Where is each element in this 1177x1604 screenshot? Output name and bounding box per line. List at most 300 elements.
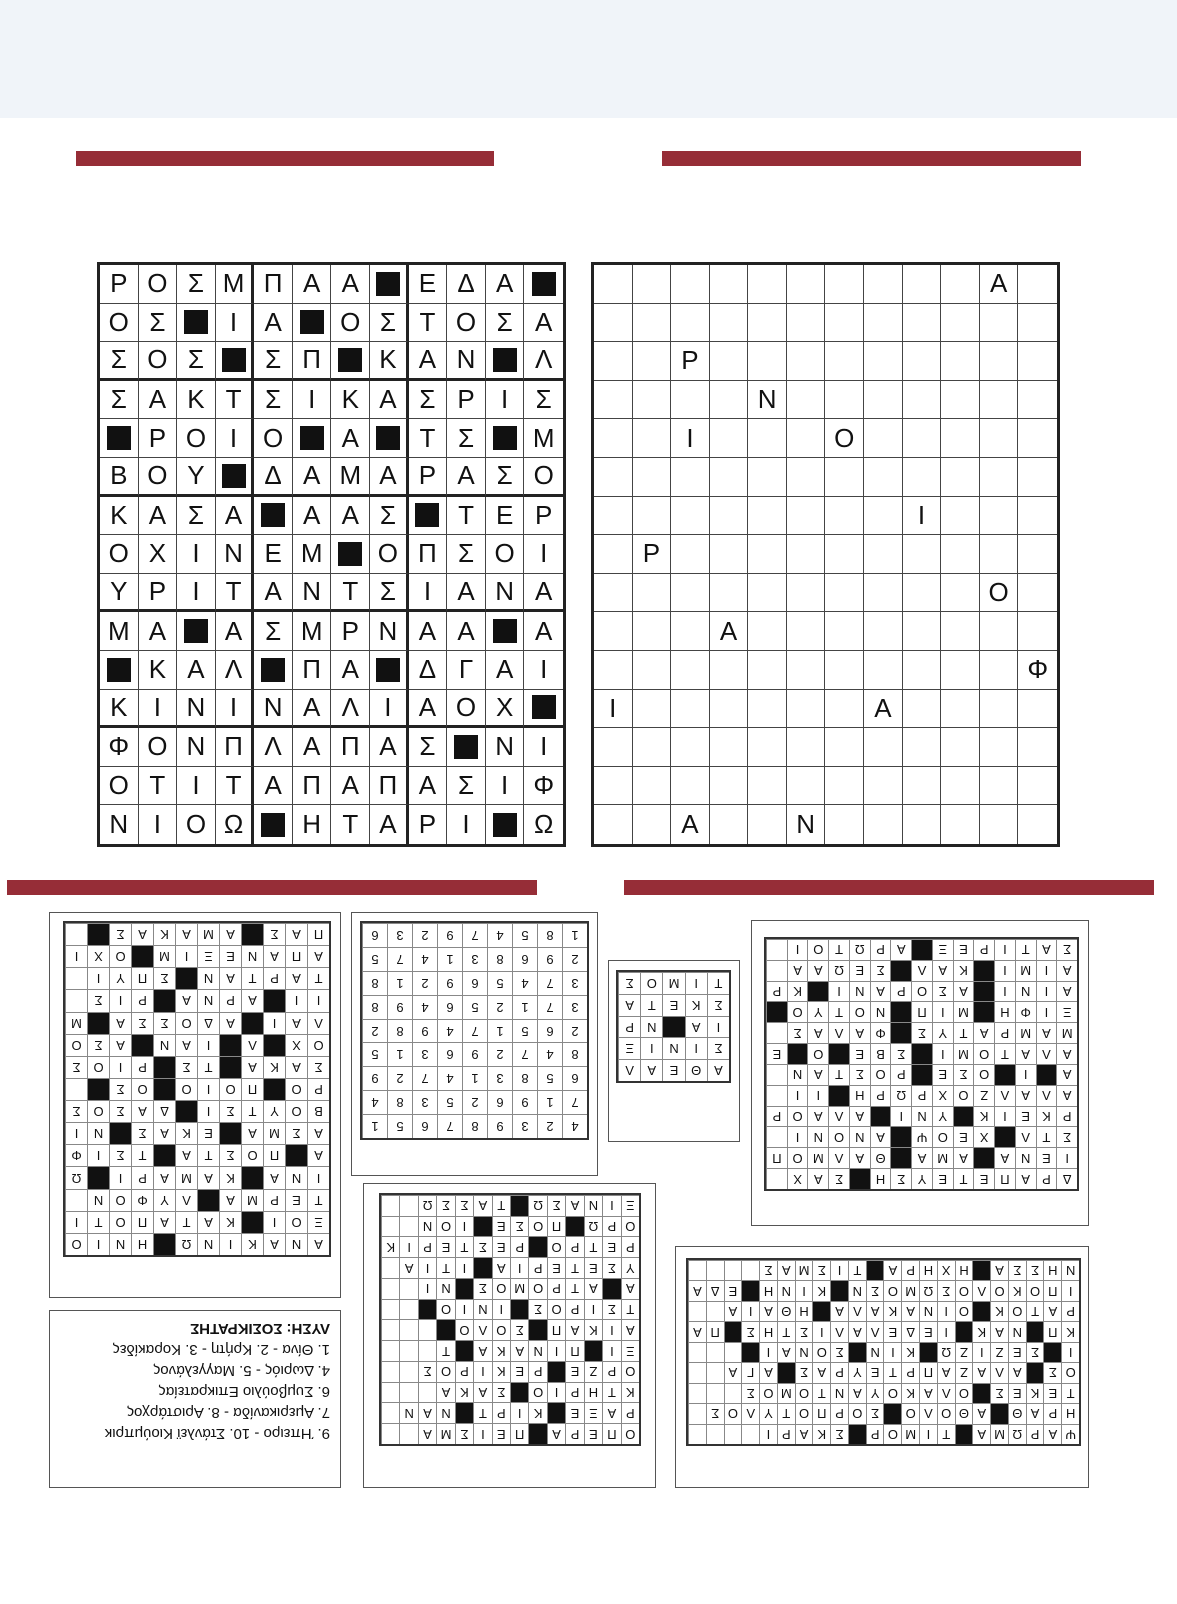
grid2-cell[interactable]: [633, 304, 672, 343]
grid2-cell[interactable]: [748, 612, 787, 651]
grid2-cell[interactable]: [825, 381, 864, 420]
grid2-cell[interactable]: [710, 805, 749, 844]
mini-b-cell: Ε: [932, 1168, 953, 1189]
sudoku-cell: 9: [462, 1042, 487, 1066]
grid2-cell[interactable]: [594, 265, 633, 304]
mini-c-cell: [455, 1340, 473, 1361]
grid2-cell[interactable]: [787, 767, 826, 806]
grid2-cell[interactable]: [825, 767, 864, 806]
grid2-cell[interactable]: [864, 497, 903, 536]
grid2-cell[interactable]: [633, 728, 672, 767]
grid2-cell[interactable]: [671, 381, 710, 420]
grid2-cell[interactable]: [825, 612, 864, 651]
grid1-cell: Ο: [254, 419, 293, 458]
grid2-cell[interactable]: Ρ: [633, 535, 672, 574]
grid2-cell[interactable]: [710, 651, 749, 690]
mini-a-cell: Ι: [263, 1012, 285, 1034]
grid2-cell[interactable]: [594, 419, 633, 458]
grid2-cell[interactable]: [1018, 419, 1057, 458]
grid2-cell[interactable]: [864, 381, 903, 420]
mini-d-cell: [1043, 1342, 1061, 1362]
mini-a-cell: Υ: [153, 1189, 175, 1211]
sudoku-cell: 1: [562, 923, 587, 947]
grid2-cell[interactable]: [941, 728, 980, 767]
grid2-cell[interactable]: [787, 458, 826, 497]
grid2-cell[interactable]: [1018, 767, 1057, 806]
grid2-cell[interactable]: [903, 805, 942, 844]
mini-a-cell: Σ: [87, 1034, 109, 1056]
grid2-cell[interactable]: [710, 381, 749, 420]
mini-c-cell: Ο: [492, 1320, 510, 1341]
mini-c-cell: [565, 1216, 583, 1237]
grid2-cell[interactable]: [594, 497, 633, 536]
mini-d-cell: Ι: [741, 1301, 759, 1321]
mini-a-cell: Α: [153, 1166, 175, 1188]
mini-b-cell: [1036, 1064, 1057, 1085]
mini-b-cell: Κ: [787, 981, 808, 1002]
grid2-cell[interactable]: [941, 535, 980, 574]
grid2-cell[interactable]: [671, 767, 710, 806]
grid1-cell: Α: [447, 458, 486, 497]
grid1-cell: Κ: [100, 690, 139, 729]
black-square: [184, 619, 208, 643]
mini-c-cell: [399, 1340, 417, 1361]
mini-d-cell: Α: [1008, 1362, 1026, 1382]
mini-c-cell: Ι: [547, 1382, 565, 1403]
grid2-cell[interactable]: [748, 458, 787, 497]
grid2-cell[interactable]: [825, 535, 864, 574]
mini-a-cell: Τ: [241, 1100, 263, 1122]
grid2-cell[interactable]: [825, 574, 864, 613]
grid2-cell[interactable]: [980, 304, 1019, 343]
grid2-cell[interactable]: [1018, 497, 1057, 536]
grid2-cell[interactable]: Ν: [787, 805, 826, 844]
grid2-cell[interactable]: [787, 304, 826, 343]
grid2-cell[interactable]: [864, 419, 903, 458]
grid2-cell[interactable]: [633, 342, 672, 381]
grid1-cell: [486, 612, 525, 651]
grid2-cell[interactable]: [633, 381, 672, 420]
grid2-cell[interactable]: [980, 805, 1019, 844]
grid2-cell[interactable]: [671, 690, 710, 729]
grid2-cell[interactable]: [787, 535, 826, 574]
grid2-cell[interactable]: [710, 419, 749, 458]
grid2-cell[interactable]: [671, 458, 710, 497]
grid2-cell[interactable]: [594, 342, 633, 381]
grid2-cell[interactable]: [903, 767, 942, 806]
grid2-cell[interactable]: [864, 651, 903, 690]
grid2-cell[interactable]: Ο: [980, 574, 1019, 613]
mini-a-cell: Ο: [87, 1100, 109, 1122]
solution-line-1: 1. Θίνα - 2. Κρήτη - 3. Κορακίδες: [112, 1341, 330, 1358]
mini-d-cell: Μ: [901, 1280, 919, 1300]
grid2-cell[interactable]: [633, 767, 672, 806]
grid2-cell[interactable]: [825, 690, 864, 729]
grid2-cell[interactable]: [633, 497, 672, 536]
mini-d-cell: Τ: [1026, 1301, 1044, 1321]
grid2-cell[interactable]: [1018, 535, 1057, 574]
grid2-cell[interactable]: [980, 458, 1019, 497]
mini-b-cell: [766, 939, 787, 960]
grid2-cell[interactable]: [787, 574, 826, 613]
grid2-cell[interactable]: [941, 419, 980, 458]
grid2-cell[interactable]: [980, 767, 1019, 806]
mini-d-cell: Ε: [919, 1321, 937, 1341]
grid2-cell[interactable]: [941, 690, 980, 729]
mini-b-cell: Α: [870, 1127, 891, 1148]
mini-c-cell: Ρ: [418, 1237, 436, 1258]
grid2-cell[interactable]: [1018, 265, 1057, 304]
grid2-cell[interactable]: [941, 265, 980, 304]
grid2-cell[interactable]: [748, 574, 787, 613]
grid2-cell[interactable]: [941, 651, 980, 690]
mini-a-cell: Ω: [65, 1166, 87, 1188]
grid2-cell[interactable]: [748, 805, 787, 844]
mini-d-cell: [884, 1403, 902, 1423]
mini-a-cell: Ο: [175, 1012, 197, 1034]
sudoku-cell: 9: [512, 1090, 537, 1114]
mini-b-cell: Σ: [828, 1168, 849, 1189]
grid2-cell[interactable]: [825, 342, 864, 381]
grid2-cell[interactable]: [1018, 728, 1057, 767]
grid1-cell: Λ: [331, 690, 370, 729]
mini-c-cell: Ρ: [528, 1257, 546, 1278]
grid2-cell[interactable]: [903, 381, 942, 420]
grid2-cell[interactable]: [671, 497, 710, 536]
grid2-cell[interactable]: [633, 805, 672, 844]
mini-a-cell: Α: [197, 1211, 219, 1233]
mini-c-cell: Ρ: [602, 1216, 620, 1237]
grid2-cell[interactable]: [748, 497, 787, 536]
mini-d-cell: Ε: [1043, 1383, 1061, 1403]
grid2-cell[interactable]: [903, 304, 942, 343]
grid2-cell[interactable]: [980, 612, 1019, 651]
grid2-cell[interactable]: [825, 728, 864, 767]
grid2-cell[interactable]: [671, 265, 710, 304]
mini-d-cell: [848, 1342, 866, 1362]
sudoku-cell: 4: [487, 923, 512, 947]
mini-b-cell: Β: [870, 1043, 891, 1064]
grid2-cell[interactable]: [633, 612, 672, 651]
mini-a-cell: Α: [175, 1144, 197, 1166]
mini-c-cell: Σ: [602, 1257, 620, 1278]
mini-c-cell: Ι: [492, 1299, 510, 1320]
mini-b-cell: [973, 1147, 994, 1168]
mini-a-cell: Σ: [109, 1100, 131, 1122]
grid2-cell[interactable]: [671, 612, 710, 651]
grid2-cell[interactable]: [710, 304, 749, 343]
grid2-cell[interactable]: [980, 342, 1019, 381]
mini-b-cell: Ε: [766, 1043, 787, 1064]
grid2-cell[interactable]: [787, 342, 826, 381]
grid2-cell[interactable]: [710, 690, 749, 729]
grid2-cell[interactable]: [980, 690, 1019, 729]
grid1-cell: Σ: [254, 612, 293, 651]
mini-a-cell: Κ: [219, 1166, 241, 1188]
grid2-cell[interactable]: Α: [710, 612, 749, 651]
grid2-cell[interactable]: [594, 728, 633, 767]
grid2-cell[interactable]: [594, 458, 633, 497]
sudoku-cell: 4: [437, 1066, 462, 1090]
grid1-cell: Α: [177, 651, 216, 690]
mini-a-cell: [175, 1100, 197, 1122]
mini-d-cell: Ο: [884, 1424, 902, 1444]
grid2-cell[interactable]: [1018, 612, 1057, 651]
grid2-cell[interactable]: [980, 728, 1019, 767]
mini-d-cell: Τ: [812, 1383, 830, 1403]
mini-b-cell: Ν: [911, 1106, 932, 1127]
grid2-cell[interactable]: [671, 535, 710, 574]
grid2-cell[interactable]: [748, 728, 787, 767]
mini-a-cell: Α: [285, 923, 307, 945]
mini-a-cell: [87, 1078, 109, 1100]
mini-a-cell: Ο: [87, 1056, 109, 1078]
grid1-cell: Σ: [370, 497, 409, 536]
mini-b-cell: Φ: [1015, 1002, 1036, 1023]
mini-b-cell: Υ: [932, 1106, 953, 1127]
mini-a-cell: Τ: [131, 1144, 153, 1166]
grid2-cell[interactable]: [1018, 574, 1057, 613]
grid2-cell[interactable]: [903, 535, 942, 574]
grid1-cell: Α: [216, 497, 255, 536]
mini-b-cell: Ι: [1036, 1002, 1057, 1023]
grid2-cell[interactable]: [941, 381, 980, 420]
grid2-cell[interactable]: [941, 574, 980, 613]
grid2-cell[interactable]: Α: [980, 265, 1019, 304]
grid2-cell[interactable]: Ο: [825, 419, 864, 458]
grid2-cell[interactable]: [787, 381, 826, 420]
grid2-cell[interactable]: [748, 767, 787, 806]
mini-c-cell: Κ: [492, 1340, 510, 1361]
grid2-cell[interactable]: [825, 458, 864, 497]
grid2-cell[interactable]: [825, 304, 864, 343]
grid2-cell[interactable]: [710, 535, 749, 574]
sudoku-cell: 8: [562, 1042, 587, 1066]
grid2-cell[interactable]: [864, 265, 903, 304]
grid2-cell[interactable]: Α: [864, 690, 903, 729]
grid2-cell[interactable]: Φ: [1018, 651, 1057, 690]
mini-c-cell: Α: [418, 1403, 436, 1424]
grid2-cell[interactable]: [1018, 304, 1057, 343]
grid2-cell[interactable]: [1018, 342, 1057, 381]
grid1-cell: Ω: [216, 805, 255, 844]
mini-c-cell: [418, 1299, 436, 1320]
grid2-cell[interactable]: [748, 342, 787, 381]
grid2-cell[interactable]: Ρ: [671, 342, 710, 381]
grid2-cell[interactable]: [748, 690, 787, 729]
grid2-cell[interactable]: [864, 728, 903, 767]
grid2-cell[interactable]: [633, 419, 672, 458]
grid2-cell[interactable]: Ν: [748, 381, 787, 420]
grid2-cell[interactable]: [671, 728, 710, 767]
grid2-cell[interactable]: [980, 535, 1019, 574]
grid2-cell[interactable]: Ι: [594, 690, 633, 729]
grid1-cell: [331, 535, 370, 574]
black-square: [107, 658, 131, 682]
grid2-cell[interactable]: [864, 458, 903, 497]
grid2-cell[interactable]: [748, 265, 787, 304]
grid2-cell[interactable]: [864, 805, 903, 844]
grid2-cell[interactable]: [787, 497, 826, 536]
grid2-cell[interactable]: [787, 419, 826, 458]
grid2-cell[interactable]: [633, 651, 672, 690]
mini-b-cell: Ο: [807, 1043, 828, 1064]
grid2-cell[interactable]: Α: [671, 805, 710, 844]
grid2-cell[interactable]: [903, 651, 942, 690]
grid2-cell[interactable]: [787, 690, 826, 729]
mini-d-cell: Π: [706, 1321, 724, 1341]
mini-a-cell: Τ: [241, 967, 263, 989]
grid2-cell[interactable]: [941, 805, 980, 844]
grid2-cell[interactable]: [671, 304, 710, 343]
grid2-cell[interactable]: [903, 728, 942, 767]
grid2-cell[interactable]: [710, 497, 749, 536]
grid2-cell[interactable]: [903, 419, 942, 458]
grid2-cell[interactable]: [903, 574, 942, 613]
mini-d-cell: Ο: [1026, 1280, 1044, 1300]
mini-b-cell: [994, 1064, 1015, 1085]
grid2-cell[interactable]: [941, 342, 980, 381]
grid2-cell[interactable]: [864, 535, 903, 574]
grid2-cell[interactable]: [594, 304, 633, 343]
grid2-cell[interactable]: [594, 651, 633, 690]
grid2-cell[interactable]: [748, 535, 787, 574]
grid2-cell[interactable]: [594, 612, 633, 651]
mini-a-cell: Ι: [197, 1078, 219, 1100]
grid2-cell[interactable]: [594, 767, 633, 806]
grid2-cell[interactable]: [633, 690, 672, 729]
grid2-cell[interactable]: [1018, 690, 1057, 729]
grid2-cell[interactable]: [710, 342, 749, 381]
grid2-cell[interactable]: [633, 265, 672, 304]
sudoku-cell: 8: [387, 1019, 412, 1043]
grid2-cell[interactable]: [941, 612, 980, 651]
grid1-cell: Σ: [139, 304, 178, 343]
mini-d-cell: Ι: [1061, 1280, 1079, 1300]
grid2-cell[interactable]: [710, 574, 749, 613]
grid2-cell[interactable]: [748, 419, 787, 458]
grid2-cell[interactable]: [710, 728, 749, 767]
mini-a-cell: Σ: [153, 967, 175, 989]
mini-d-cell: Ο: [1061, 1362, 1079, 1382]
grid2-cell[interactable]: [748, 304, 787, 343]
grid2-cell[interactable]: [864, 574, 903, 613]
grid1-cell: Α: [447, 612, 486, 651]
mini-c-cell: [602, 1278, 620, 1299]
grid2-cell[interactable]: [864, 304, 903, 343]
grid2-cell[interactable]: Ι: [671, 419, 710, 458]
grid2-cell[interactable]: [633, 458, 672, 497]
grid1-cell: Α: [293, 690, 332, 729]
grid2-cell[interactable]: [594, 574, 633, 613]
grid2-cell[interactable]: [710, 767, 749, 806]
mini-d-cell: Χ: [937, 1260, 955, 1280]
grid2-cell[interactable]: [671, 574, 710, 613]
grid2-cell[interactable]: [594, 535, 633, 574]
grid2-cell[interactable]: [1018, 381, 1057, 420]
grid2-cell[interactable]: [864, 767, 903, 806]
mini-a-cell: Σ: [109, 1078, 131, 1100]
black-square: [222, 348, 246, 372]
grid2-cell[interactable]: [787, 612, 826, 651]
sudoku-cell: 4: [562, 1114, 587, 1138]
grid2-cell[interactable]: [787, 265, 826, 304]
grid1-cell: Α: [370, 458, 409, 497]
grid2-cell[interactable]: Ι: [903, 497, 942, 536]
grid2-cell[interactable]: [710, 265, 749, 304]
mini-d-cell: Ο: [724, 1403, 742, 1423]
grid2-cell[interactable]: [825, 265, 864, 304]
mini-d-cell: Α: [972, 1424, 990, 1444]
grid2-cell[interactable]: [903, 612, 942, 651]
grid2-cell[interactable]: [941, 497, 980, 536]
grid2-cell[interactable]: [941, 767, 980, 806]
grid2-cell[interactable]: [594, 805, 633, 844]
mini-a-cell: [65, 1078, 87, 1100]
grid1-cell: Π: [409, 535, 448, 574]
grid2-cell[interactable]: [1018, 805, 1057, 844]
sudoku-cell: 3: [562, 971, 587, 995]
grid2-cell[interactable]: [671, 651, 710, 690]
grid2-cell[interactable]: [903, 458, 942, 497]
grid2-cell[interactable]: [1018, 458, 1057, 497]
grid2-cell[interactable]: [903, 265, 942, 304]
grid2-cell[interactable]: [980, 651, 1019, 690]
mini-a-cell: Σ: [219, 1100, 241, 1122]
grid2-cell[interactable]: [941, 458, 980, 497]
grid2-cell[interactable]: [903, 342, 942, 381]
mini-d-cell: Κ: [972, 1321, 990, 1341]
grid2-cell[interactable]: [980, 381, 1019, 420]
grid2-cell[interactable]: [787, 651, 826, 690]
black-square: [454, 735, 478, 759]
mini-b-cell: Ο: [849, 1002, 870, 1023]
grid2-cell[interactable]: [748, 651, 787, 690]
mini-d-cell: Ν: [866, 1342, 884, 1362]
mini-d-cell: Μ: [901, 1424, 919, 1444]
mini-d-cell: Θ: [777, 1301, 795, 1321]
grid2-cell[interactable]: [825, 805, 864, 844]
grid2-cell[interactable]: [825, 497, 864, 536]
grid2-cell[interactable]: [864, 612, 903, 651]
mini-grid-b: [764, 937, 1079, 1191]
mini-c-cell: Α: [473, 1382, 491, 1403]
mini-b-cell: Π: [766, 1147, 787, 1168]
mini-a-cell: Ο: [307, 1034, 329, 1056]
grid2-cell[interactable]: [594, 381, 633, 420]
grid2-cell[interactable]: [903, 690, 942, 729]
grid2-cell[interactable]: [787, 728, 826, 767]
mini-b-cell: Ι: [787, 939, 808, 960]
mini-a-cell: Ρ: [263, 967, 285, 989]
mini-b-cell: Σ: [890, 1043, 911, 1064]
mini-a-cell: Ο: [65, 1233, 87, 1255]
mini-a-cell: Ν: [87, 1189, 109, 1211]
grid2-cell[interactable]: [633, 574, 672, 613]
mini-b-cell: [828, 1043, 849, 1064]
grid1-cell: Μ: [293, 535, 332, 574]
grid2-cell[interactable]: [710, 458, 749, 497]
grid2-cell[interactable]: [941, 304, 980, 343]
grid2-cell[interactable]: [864, 342, 903, 381]
grid2-cell[interactable]: [980, 419, 1019, 458]
grid2-cell[interactable]: [825, 651, 864, 690]
mini-b-cell: Λ: [828, 1106, 849, 1127]
grid1-cell: Σ: [524, 381, 563, 420]
mini-a-cell: Λ: [307, 1012, 329, 1034]
grid2-cell[interactable]: [980, 497, 1019, 536]
mini-d-cell: Α: [866, 1301, 884, 1321]
